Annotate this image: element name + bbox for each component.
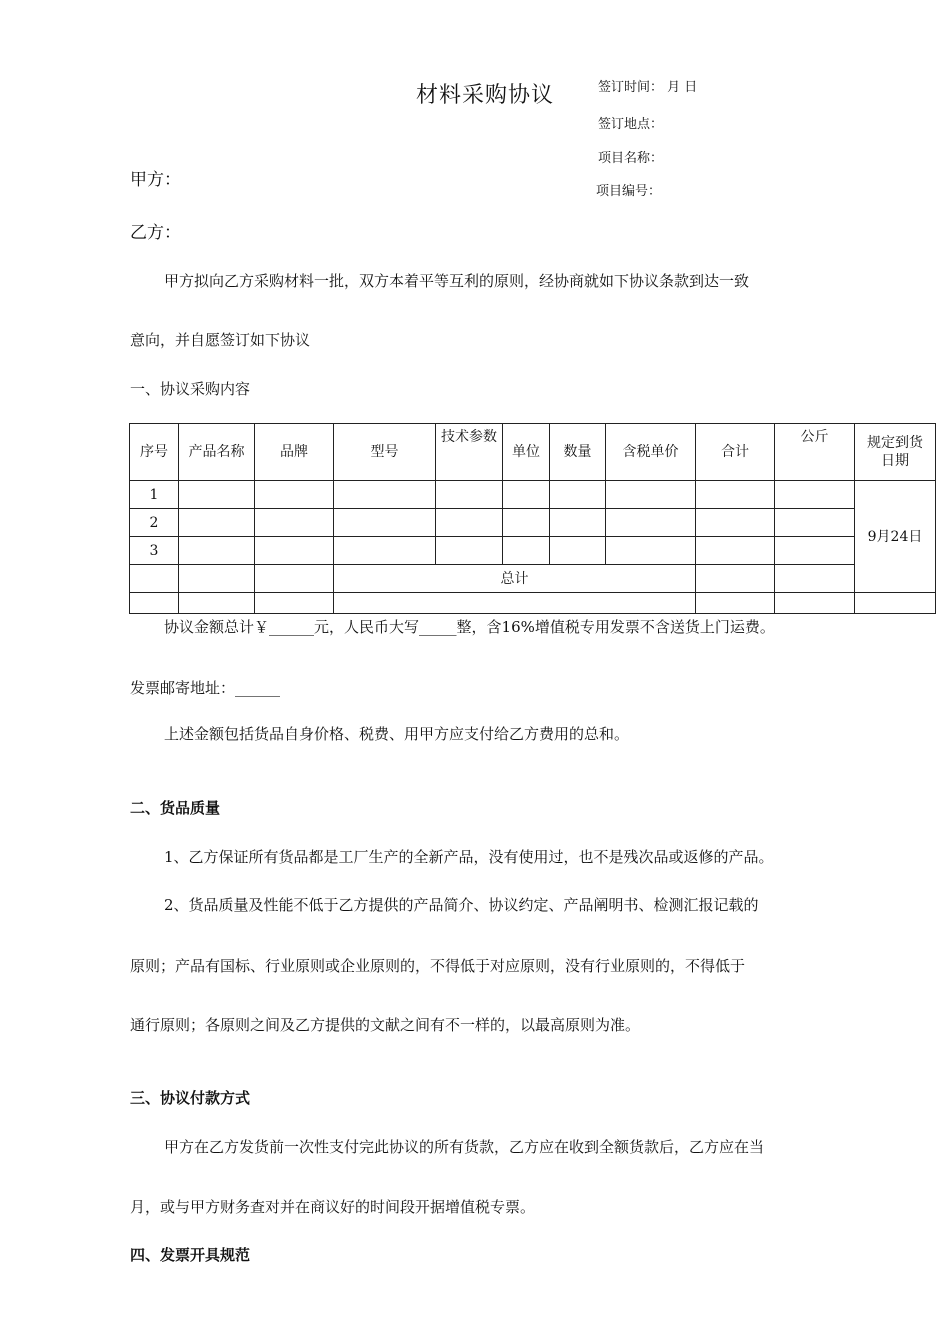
table-total-row <box>130 565 936 593</box>
invoice-address-blank: ______ <box>235 679 281 697</box>
sign-time: 签订时间： 月 日 <box>598 80 698 95</box>
project-name: 项目名称： <box>598 151 664 166</box>
table-header-row <box>130 424 936 481</box>
quality-item-1: 1、乙方保证所有货品都是工厂生产的全新产品，没有使用过，也不是残次品或返修的产品。 <box>164 848 774 866</box>
quality-item-2-line-2: 原则；产品有国标、行业原则或企业原则的，不得低于对应原则，没有行业原则的，不得低于 <box>130 957 746 975</box>
total-label: 总计 <box>334 565 696 593</box>
row-number: 2 <box>130 509 179 537</box>
amount-note: 上述金额包括货品自身价格、税费、用甲方应支付给乙方费用的总和。 <box>164 725 630 743</box>
section-4-heading: 四、发票开具规范 <box>130 1246 251 1264</box>
intro-line-1: 甲方拟向乙方采购材料一批，双方本着平等互利的原则，经协商就如下协议条款到达一致 <box>164 272 750 290</box>
header-cell: 序号 <box>130 424 179 481</box>
header-cell: 数量 <box>550 424 606 481</box>
header-cell: 品牌 <box>255 424 334 481</box>
header-cell: 单位 <box>503 424 550 481</box>
row-number: 1 <box>130 481 179 509</box>
invoice-address: 发票邮寄地址：______ <box>130 679 281 697</box>
section-1-heading: 一、协议采购内容 <box>130 380 251 398</box>
header-cell: 含税单价 <box>606 424 696 481</box>
header-cell: 产品名称 <box>179 424 255 481</box>
sign-place: 签订地点： <box>598 117 664 132</box>
party-a-label: 甲方： <box>130 170 181 190</box>
payment-line-1: 甲方在乙方发货前一次性支付完此协议的所有货款，乙方应在收到全额货款后，乙方应在当 <box>164 1138 765 1156</box>
table-row <box>130 509 936 537</box>
table-row <box>130 593 936 614</box>
header-cell: 合计 <box>696 424 775 481</box>
amount-line: 协议金额总计￥______元，人民币大写_____整，含16%增值税专用发票不含送货上门运费。 <box>164 618 775 636</box>
header-cell: 公斤 <box>775 424 855 481</box>
purchase-table <box>129 423 936 614</box>
table-row <box>130 481 936 509</box>
intro-line-2: 意向，并自愿签订如下协议 <box>130 331 311 349</box>
amount-blank: ______ <box>269 618 315 636</box>
document-title: 材料采购协议 <box>416 83 555 108</box>
section-3-heading: 三、协议付款方式 <box>130 1089 251 1107</box>
party-b-label: 乙方： <box>130 223 181 243</box>
delivery-date-cell: 9月24日 <box>855 481 936 593</box>
amount-words-blank: _____ <box>419 618 457 636</box>
project-number-clipped: 项目编号： <box>596 184 662 199</box>
quality-item-2-line-3: 通行原则；各原则之间及乙方提供的文献之间有不一样的，以最高原则为准。 <box>130 1016 641 1034</box>
header-cell: 技术参数 <box>436 424 503 481</box>
row-number: 3 <box>130 537 179 565</box>
section-2-heading: 二、货品质量 <box>130 799 221 817</box>
payment-line-2: 月，或与甲方财务查对并在商议好的时间段开据增值税专票。 <box>130 1198 536 1216</box>
header-cell: 规定到货日期 <box>855 424 936 481</box>
quality-item-2-line-1: 2、货品质量及性能不低于乙方提供的产品简介、协议约定、产品阐明书、检测汇报记载的 <box>164 896 759 914</box>
header-cell: 型号 <box>334 424 436 481</box>
table-row <box>130 537 936 565</box>
